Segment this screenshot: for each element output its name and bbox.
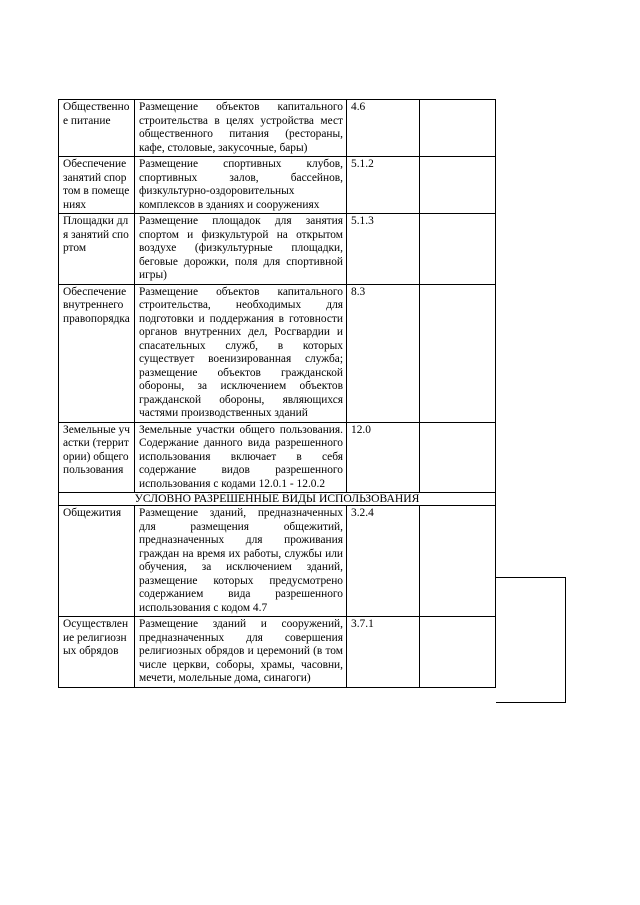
use-name: Общественное питание [59,100,135,157]
use-code: 5.1.2 [347,157,420,214]
use-name: Общежития [59,506,135,617]
use-description: Размещение спортивных клубов, спортивных залов, бассейнов, физкультурно-оздоровительных комплексов в зданиях и сооружениях [135,157,347,214]
use-name: Обеспечение занятий спортом в помещениях [59,157,135,214]
use-description: Земельные участки общего пользования. Содержание данного вида разрешенного использования включает в себя содержание видов разрешенного использования с кодами 12.0.1 - 12.0.2 [135,422,347,493]
use-code: 3.7.1 [347,617,420,688]
use-code: 8.3 [347,284,420,422]
section-header-row [59,493,496,506]
use-description: Размещение площадок для занятия спортом и физкультурой на открытом воздухе (физкультурные площадки, беговые дорожки, поля для спортивной игры) [135,214,347,285]
use-description: Размещение объектов капитального строительства в целях устройства мест общественного питания (рестораны, кафе, столовые, закусочные, бары) [135,100,347,157]
section-title: УСЛОВНО РАЗРЕШЕННЫЕ ВИДЫ ИСПОЛЬЗОВАНИЯ [59,493,496,506]
extra-empty-cell [496,577,566,703]
table-row [59,284,496,422]
table-row [59,617,496,688]
use-code: 3.2.4 [347,506,420,617]
use-code: 12.0 [347,422,420,493]
empty-cell [420,506,496,617]
empty-cell [420,284,496,422]
table-row [59,506,496,617]
use-name: Осуществление религиозных обрядов [59,617,135,688]
empty-cell [420,422,496,493]
table-row [59,422,496,493]
table-row [59,214,496,285]
use-name: Земельные участки (территории) общего пользования [59,422,135,493]
empty-cell [420,157,496,214]
table-row [59,100,496,157]
empty-cell [420,617,496,688]
land-use-table [58,99,496,688]
use-code: 5.1.3 [347,214,420,285]
use-description: Размещение зданий и сооружений, предназначенных для совершения религиозных обрядов и церемоний (в том числе церкви, соборы, храмы, часовни, мечети, молельные дома, синагоги) [135,617,347,688]
empty-cell [420,214,496,285]
use-description: Размещение объектов капитального строительства, необходимых для подготовки и поддержания в готовности органов внутренних дел, Росгвардии и спасательных служб, в которых существует военизированная служба; размещение объектов гражданской обороны, за исключением объектов гражданской обороны, являющихся частями производственных зданий [135,284,347,422]
use-name: Обеспечение внутреннего правопорядка [59,284,135,422]
use-description: Размещение зданий, предназначенных для размещения общежитий, предназначенных для проживания граждан на время их работы, службы или обучения, за исключением зданий, размещение которых предусмотрено содержанием вида разрешенного использования с кодом 4.7 [135,506,347,617]
use-code: 4.6 [347,100,420,157]
table-row [59,157,496,214]
empty-cell [420,100,496,157]
use-name: Площадки для занятий спортом [59,214,135,285]
